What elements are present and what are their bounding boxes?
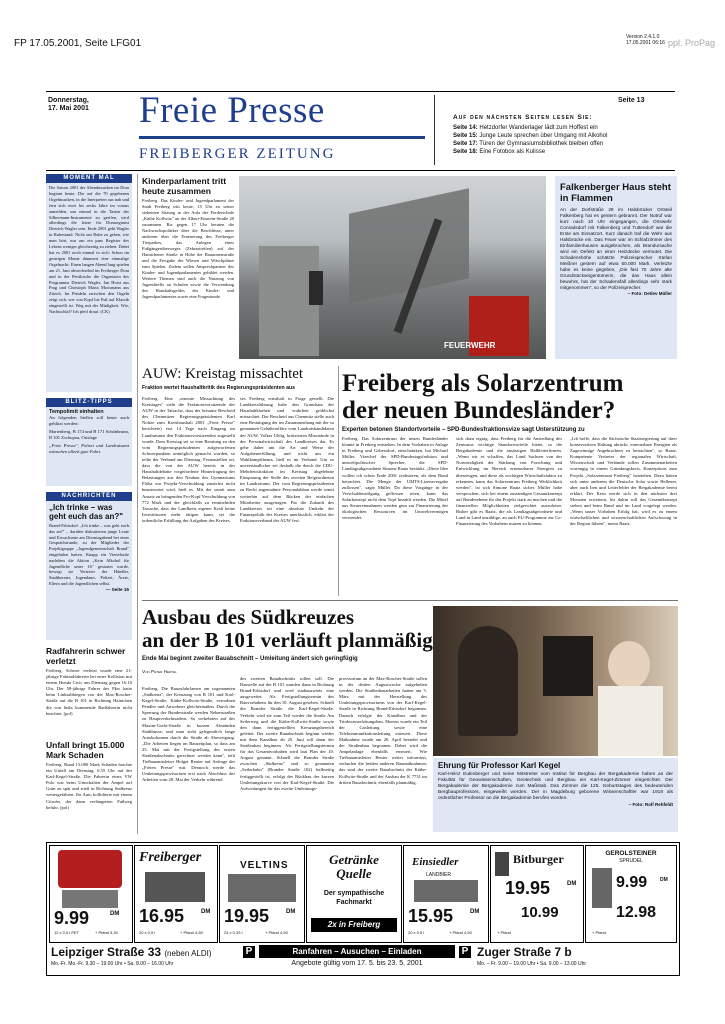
preview-item-label: Seite 18: xyxy=(453,149,478,155)
solar-col-2: sich dazu eignig, dass Freiberg für die Ansiedlung des Zentrums wichtige Standortvorteile bietet, so die Bergakademie und die ansässigen Halbleiterfirmen. „Wenn wir es schaffen, das Land Sachsen von der Notwendigkeit der Stärkung von Forschung und Entwicklung im Bereich erneuerbarer Energien zu überzeugen, und diese als wichtigen Wirtschaftsfaktor zu erkennen, kann das Solarzentrum Freiberg Wirklichkeit werden", ist sich Simone Raatz sicher. Müller habe versprochen, sich bei einem zuständigen Gesamtkonzept auf Bundesebene für das Projekt stark zu machen und die finanziellen Möglichkeiten zielgerichtet auszuloten. Bisher gibt es Raatz, die als Landtagsabgeordnete und Land in Land unzählige, an auch EU-Programme zur Co-Finanzierung des Vorhabens nutzen zu können. xyxy=(456,436,562,527)
ad-freiberger-name: Freiberger xyxy=(139,850,202,865)
falkenberg-text: An der Dorfstraße 28 im Halsbrücker Ortsteil Falkenberg hat es gestern gebrannt. Der Notruf war kurz nach 10 Uhr eingegangen, die Ortswehr Conradsdorf mit Falkenberg und Tuttendorf war die Erste am Einsatzort. Kurz danach traf die Wehr aus Halsbrücke ein. Das Feuer war im Schlafzimmer des Einfamilienhauses ausgebrochen, als Brandursache wird ein Defekt an einer Heizdecke vermutet. Die Schadenshöhe schätzte Polizeisprecher Stefan Meißner gestern auf etwa 50.000 Mark. Verletzte habe es keine gegeben, „Die fast 70 Jahre alte Grundstückseigentümerin, die das Haus allein bewohnt, hat der Schadensfall allerdings sehr stark mitgenommen", so der Polizeisprecher. xyxy=(560,207,672,290)
ad-hours-left: Mo.-Fr. Mo.-Fr. 9.30 – 19.00 Uhr • Sa. 8.00 – 16.00 Uhr xyxy=(51,961,174,967)
parking-icon-left: P xyxy=(243,946,255,958)
preview-item xyxy=(453,124,678,132)
blitz-tipps-heading: BLITZ-TIPPS xyxy=(46,398,132,407)
rad-text: Freiberg. Schwer verletzt wurde eine 21-jährige Fahrradfahrerin bei einer Kollision mit einem Honda Civic am Dienstag gegen 16.10 Uhr. Der 58-jährige Fahrer des Pkw hatte beim Linksabbiegen von der Max-Roscher-Straße auf die B 101 in Richtung Hainichen die von links kommende Radfahrerin nicht beachtet. (pol) xyxy=(46,668,132,716)
ad-bier-pfand: + Pfand 3,30 xyxy=(95,930,118,935)
ad-freiberger-detail: 20 x 0,5 l xyxy=(139,930,156,935)
ad-tile-einsiedler xyxy=(403,845,489,943)
moment-mal-box xyxy=(46,174,132,392)
solar-col-1: Freiberg. Das Solarzentrum der neuen Bundesländer könnte in Freiberg entstehen. In dem Vorhaben in Anlage in Freiberg und Gebersdorf, einschränken, hat Michael Müller, Vizechef der SPD-Bundestagsfraktion und umweltpolitischer Sprecher, die SPD-Landtagsabgeordnete Simone Raatz bestärkt. „Diese Idee wollen ich schon Ende 2001 realisieren, als dem Bund betrachtet. Die Menge der UMTS-Lizenzvergabe zuflossen", sagte Müller. Da diese Vorgänge in der Verschuldenstilgung geflossen seien, kann das Solarkonzept nicht dem Topf bezahlt werden. Die Mittel aus Steuereinnahmen werden gern zur Finanzierung der ökologischen Ressourcen im Umweltvermögen verwendet. xyxy=(342,436,448,521)
ad-einsiedler-tag: LANDBIER xyxy=(426,872,452,878)
ad-einsiedler-name: Einsiedler xyxy=(412,856,459,868)
ad-veltins-pfand: + Pfand 4,50 xyxy=(265,930,288,935)
ad-einsiedler-pfand: + Pfand 4,50 xyxy=(449,930,472,935)
ad-center-line-1: Der sympathische xyxy=(323,890,385,897)
preview-item-text: Eine Fotobox als Kulisse xyxy=(479,149,546,155)
ad-bier-price: 9.99 xyxy=(54,908,90,928)
unfall-text: Freiberg. Rund 15.000 Mark Schaden brachte ein Unfall am Dienstag, 6.55 Uhr auf der Karl-Kegel-Straße. Die Fahrerin eines VW Polo war beim Umschalten der Ampel auf Grün zu spät und stieß in Richtung Südkreuz weitergefahren. Ihr Auto kollidierte mit einem Citroën, der dann verlängerten Fußweg befuhr. (pol) xyxy=(46,762,132,810)
falkenberg-box xyxy=(555,176,677,359)
ad-tile-gerolsteiner xyxy=(585,845,677,943)
version-info xyxy=(626,34,665,46)
ad-address-left-street: Leipziger Straße 33 xyxy=(51,945,162,959)
solar-article xyxy=(342,370,678,433)
ad-veltins-price: 19.95 xyxy=(224,906,270,926)
preview-list xyxy=(453,124,678,156)
ad-address-left xyxy=(51,945,212,959)
nachrichten-heading: NACHRICHTEN xyxy=(46,492,132,501)
ad-hours-right: Mo. – Fr. 9.00 – 19.00 Uhr • Sa. 9.00 – 13.00 Uhr xyxy=(477,961,587,967)
ad-tile-freiberger xyxy=(134,845,218,943)
ad-bitburger-name: Bitburger xyxy=(513,852,564,866)
ad-mid-note: Angebote gültig vom 17. 5. bis 23. 5. 2001 xyxy=(291,960,423,967)
version-time: 17.05.2001 06:16 xyxy=(626,40,665,46)
kegel-title: Ehrung für Professor Karl Kegel xyxy=(438,761,561,770)
masthead-subtitle: FREIBERGER ZEITUNG xyxy=(139,146,336,162)
falkenberg-credit: – Foto: Detlev Müller xyxy=(627,291,672,296)
preview-heading: Auf den nächsten Seiten lesen Sie: xyxy=(453,114,593,121)
masthead-rule xyxy=(139,136,425,139)
blitz-tipps-box xyxy=(46,398,132,486)
parking-icon-right: P xyxy=(459,946,471,958)
unfall-article xyxy=(46,740,132,811)
masthead-title: Freie Presse xyxy=(139,90,325,131)
moment-mal-text: Die Saison 2001 der Abendmusiken im Dom beginnt heute. Die auf die 70 gegebenen Orgelmusiken, in die Interpreten aus nah und fern sich zwei bis sechs Jahre im voraus anmelden, um einmal in die Tasten der Silbermann-Instrumente zu greifen, wird allerdings die letzte für Domorganist Dietrich Wagler sein. Ende 2001 geht Wagler in Ruhestand. Nicht um Ruhe zu geben, wie man hört, nur um ein paar Register des Lebens weniger gleichzeitig zu ziehen. Dabei hat es 2001 noch einmal in sich: Schon im gestrigen Monat dämmert eine einmalige Orgelnacht: Einen langen Abend lang spielen am 21. Juni abwechselnd im Freiberger Dom und in der Petrikirche die Organisten des Programms Dietrich Wagler, Jan Horst aus Prag und Christoph Maria Moosmann aus Zürich. Im Pendeln zwischen den Orgeln zeigt sich, wer von Kopf bis Fuß auf Klassik eingestellt ist. Weg mit der Müdigkeit. Wie, Nachtschlaf? Ich pfeif drauf. (CK) xyxy=(49,185,129,315)
ad-center-line-3: 2x in Freiberg xyxy=(311,918,397,932)
ad-veltins-detail: 24 x 0,33 l xyxy=(224,930,243,935)
ad-bitburger-price-1: 19.95 xyxy=(505,878,551,898)
kegel-credit: – Foto: Rolf Rehfeldt xyxy=(628,802,673,807)
sued-col-2: des zweiten Bauabschnitts rollen soll. Die Baustelle auf der B 101 wandert dann in Richtung Brand-Erbisdorf und wird stadtauswärts eine ausgeweitet. Als Fertigstellungstermin des Bauvorhabens für den 10. August gesehen. Schnell die Brander Straße, die Karl-Kegel-Straße. Verkehr wird sie zum Teil wieder die Straße Am Seilerweg und die Käthe-Kollwitz-Straße sowie den dann fertiggestellten Kreuzungsbereich geleitet. Der zweite Bauabschnitt beginnt wieder mit dem Kanalbau ab 25. Juni soll dann der Straßenbau beginnen. Als Fertigstellungstermin für das Gesamtvorhaben wird laut Plan der 10. August genannt. Schnell die Brander Straße zwischen „Südkreuz" und so genannten „Seilerbahn" (Brander Straße 102) halbseitig fertiggestellt ist, erfolgt der Rückbau der kurzen Umleitungskurve von der Karl-Kegel-Straße. Die Aufweitungen für das zweite Umleitungs- xyxy=(240,676,334,791)
kinderparlament-title: Kinderparlament tritt heute zusammen xyxy=(142,176,227,196)
sued-title-2: an der B 101 verläuft planmäßig xyxy=(142,628,433,652)
ad-gerolsteiner-unit: DM xyxy=(660,877,668,883)
issue-weekday: Donnerstag, xyxy=(48,97,89,104)
ad-einsiedler-detail: 20 x 0,5 l xyxy=(408,930,425,935)
ad-center-logo-2: Quelle xyxy=(336,866,372,881)
preview-item xyxy=(453,132,678,140)
rad-article xyxy=(46,646,132,717)
preview-item-text: Hetzdorfer Wanderlager lädt zum Hoffest ein xyxy=(479,125,598,131)
ad-einsiedler-unit: DM xyxy=(470,909,480,915)
watermark: ppl. ProPag xyxy=(668,38,716,48)
preview-item-label: Seite 14: xyxy=(453,125,478,131)
auw-subtitle: Fraktion wertet Haushaltkritik des Regierungspräsidenten aus xyxy=(142,385,296,391)
ad-bier-detail: 12 x 0,5 l PET xyxy=(54,930,80,935)
blitz-places: Marienberg, B 174 und B 171 Schönbrunn, B 101 Zschopau, Ortslage xyxy=(49,429,129,441)
preview-item-text: Junge Leute sprechen über Umgang mit Alkohol xyxy=(479,133,608,139)
version-number: Version 2.4.1.0 xyxy=(626,34,660,40)
ad-freiberger-pfand: + Pfand 4,50 xyxy=(180,930,203,935)
blitz-note: „Freie Presse", Polizei und Landratsamt wünschen allzeit gute Fahrt. xyxy=(49,443,129,455)
sued-col-1: Freiberg. Die Bauzufahrlamen am sogenannten „Südkreuz", der Kreuzung von B 101 und Karl-Kegel-Straße, Käthe-Kollwitz-Straße, verordnen Pendler und Anwohner gleichermaßen. Durch die Sperrung der Bundesstraße werden Nebenstraßen zu Hauptverkehrsadern. So verkehrten auf der Maxim-Gorki-Straße in kurzen Abständen Stadtbusse, und man sieht gelegentlich lange Autokolonnen durch die Straße ab Abzweigung. „Die Arbeiten liegen im Bauzeitplan, so dass am 25. Mai mit der Fertigstellung des ersten Straßenabschnitts gerechnet werden kann", teilt Tiefbauamtsleiter Holger Reuter auf Anfrage der „Freien Presse" mit. Dennoch werde das Umleitungsprovisorium erst nach Abschluss der Arbeiten vom 28. Mai der Verkehr während xyxy=(142,686,235,783)
nachrichten-text: Brand-Erbisdorf. „Ich trinke – was geht euch das an?" – darüber diskutierten junge Leute und Erwachsene am Dienstagabend bei einer Gesprächsrunde, zu der Mitglieder der Projektgruppe „Jugendgemeinschaft Brand" eingeladen hatten. Knapp ein Viertelseite nachdem die Aktion „Kein Alkohol für Jugendliche unter 16" gestartet wurde, bewegt sie Vertreter der Händler, Stadtberater, Jugendamt, Polizei, Ärzte, Eltern und die Jugendlichen selbst. xyxy=(49,523,129,586)
ad-gerolsteiner-price-1: 9.99 xyxy=(616,874,648,891)
ad-gerolsteiner-name: GEROLSTEINER xyxy=(605,850,657,857)
page-number: Seite 13 xyxy=(618,97,645,104)
auw-col-2: ses Freiberg ernsthaft in Frage gestellt. Die Landkreisführung habe den Grundsatz der Haushaltklarheit und -wahrheit gröblichst missachtet. Der Bescheid aus Chemnitz stelle auch eine Bestätigung der im Zusammenhang mit der so genannten Gehälteraffäre vom Landratskandidaten der AUW, Volker Uhlig, kritisierten Missstände in der Personalwirtschaft des Landkreises dar. Es gehe daher um die Art und Weise der Aufgabenerfüllung, und nicht um ein Wahlkampfthema, hieß es im Verband. Um so unverständlicher sei deshalb die durch die CDU-Mehrheitsfraktion im Kreistag abgelehnte Einsparung der Stelle des zweiten Beigeordneten im Landratsamt. Der vom Regierungspräsidenten zu Recht angemahnte Personalabbau werde somit weiterhin auf dem Rücken der einfachen Mitarbeiter ausgetragen. Für die Zukunft des Landkreises sei eine absolute Umkehr der Finanzpolitik des Kreises unerlässlich, erklärt der Fraktionsverband der AUW fest. xyxy=(240,396,334,523)
ad-freiberger-unit: DM xyxy=(201,909,211,915)
sued-title-1: Ausbau des Südkreuzes xyxy=(142,605,355,629)
ad-gerolsteiner-sub: SPRUDEL xyxy=(619,858,643,864)
fire-photo-sign: FEUERWEHR xyxy=(444,341,496,350)
kinderparlament-text: Freiberg. Das Kinder- und Jugendparlament der Stadt Freiberg tritt heute, 15 Uhr zu seiner siebenten Sitzung in der Aula der Förderschule „Käthe Kollwitz" an der Albert-Einstein-Straße 20 zusammen. Bis gegen 17 Uhr beraten die Nachwuchspolitiker über die Beschlüsse, unter anderem über die Erneuerung des Freiberger Tierparkes, das Anlegen eines Fußgängerüberweges (Zebrastreifen) auf der Hainichener Straße in Höhe der Bauarmenstraße und die Freigabe der Wiesen und Wäschplätze zum Spielen. Zudem sollen Ansprechpartner des Kinder- und Jugendparlamentes gebildet werden. Weitere Themen sind auch die Nutzung von Jugendtreffs an Schulen sowie die Verwendung des Haushaltsgeldes des Kinder- und Jugendparlamentes sowie eine Fragestunde. xyxy=(142,198,234,299)
ad-tile-veltins xyxy=(219,845,305,943)
issue-date xyxy=(48,97,89,113)
sued-byline: Von Peter Hertel xyxy=(142,670,177,675)
ad-tile-center xyxy=(306,845,402,943)
sued-subtitle: Ende Mai beginnt zweiter Bauabschnitt – Umleitung ändert sich geringfügig xyxy=(142,656,358,662)
ad-banner xyxy=(46,842,680,976)
ad-gerolsteiner-pfand: + Pfand xyxy=(592,930,606,935)
ad-address-right: Zuger Straße 7 b xyxy=(477,945,572,959)
auw-title: AUW: Kreistag missachtet xyxy=(142,366,304,382)
ad-bitburger-pfand: + Pfand xyxy=(497,930,511,935)
ad-gerolsteiner-price-2: 12.98 xyxy=(616,904,657,921)
issue-day: 17. Mai 2001 xyxy=(48,105,89,112)
solar-subtitle: Experten betonen Standortvorteile – SPD-Bundesfraktionsvize sagt Unterstützung zu xyxy=(342,427,585,433)
preview-item-text: Türen der Gymnasiumsbibliothek bleiben offen xyxy=(479,141,604,147)
ad-address-left-note: (neben ALDI) xyxy=(164,949,212,958)
ad-center-line-2: Fachmarkt xyxy=(336,899,372,906)
nachrichten-title: „Ich trinke – was geht euch das an?" xyxy=(49,503,124,521)
moment-mal-heading: MOMENT MAL xyxy=(46,174,132,183)
blitz-text: An folgenden Stellen soll heute auch geblitzt werden: xyxy=(49,415,129,427)
ad-bitburger-price-2: 10.99 xyxy=(521,904,559,921)
print-header: FP 17.05.2001, Seite LFG01 xyxy=(14,38,142,49)
nachrichten-box xyxy=(46,492,132,640)
preview-item-label: Seite 17: xyxy=(453,141,478,147)
ad-center-logo-1: Getränke xyxy=(329,852,379,867)
ad-freiberger-price: 16.95 xyxy=(139,906,185,926)
kegel-caption-box xyxy=(433,758,678,832)
auw-col-1: Freiberg. Eine „erneute Missachtung des Kreistages" sieht die Fraktionsvorsitzende der AUW in der Tatsache, dass der brisante Bescheid des Chemnitzer Regierungspräsidenten Karl Noltze zum Kreishaushalt 2001 „Freie Presse" berichtete) erst 14 Tage nach Eingang im Landratsamt den Fraktionsvorsitzenden zugestellt wurde. Dem Kreistag sei so eine Beratung zu den vom Regierungspräsidenten aufgeworfenen Schwerpunkten unmöglich gemacht worden, so teilte der Verband am Dienstag. Festzustellen sei, dass die von der AUW bereits in der Haushaltdebatte vorgeforderte Hinterfragung der Belastungen aus den Neubau des Gymnasiums Flöha zur Projekt-Verschuldung zunächst nicht beantwortet wird, hieß es. Mit der somit zum Ansatz zu bringenden Pro-Kopf Verschuldung von 772 Mark und der gleichfalls zu ermittelnden Tatsache, dass der Landkreis eigener Kraft keine Investitionen mehr tätigen kann, sei die ordentliche Erfüllung der Aufgaben des Kreises xyxy=(142,396,235,523)
ad-veltins-unit: DM xyxy=(286,909,296,915)
sued-col-3: provisorium an der Max-Roscher-Straße sollen in der dritten Augustwoche aufgehoben werden. Die Straßenbauarbeiten hatten am 5. März mit der Herstellung des Umleitungsprovisoriums von der Karl-Kegel-Straße in Richtung Brand-Erbisdorf begonnen. Danach erfolgte der Kanalbau und der Trinkwasserleitungsbau. Ebenso wurde ein Teil der Gasleitung sowie eine Telekommunikationsleitung erneuert. Diese Maßnahme wurde am 20. April beendet und der Straßenbau begonnen. Dabei wird die Ampelanlage ebenfalls erneuert. Wie Tiefbauamtsleiter Reuter weiter informiert, verlaufen die beiden anderen Baumaßnahmen, das sind der zweite Bauabschnitt der Käthe-Kollwitz-Straße und der Ausbau der K 7731 im dritten Bauabschnitt, ebenfalls planmäßig. xyxy=(339,676,427,785)
kinderparlament-article xyxy=(142,176,234,300)
ad-veltins-name: VELTINS xyxy=(240,860,289,871)
ad-bier-unit: DM xyxy=(110,911,120,917)
nachrichten-ref: — Seite 15 xyxy=(105,586,129,592)
preview-item xyxy=(453,140,678,148)
ad-tile-bier xyxy=(49,845,133,943)
fire-photo xyxy=(239,176,546,359)
ad-bitburger-unit: DM xyxy=(567,881,577,887)
ad-tile-bitburger xyxy=(490,845,584,943)
preview-item-label: Seite 15: xyxy=(453,133,478,139)
kegel-photo xyxy=(433,606,678,756)
falkenberg-title: Falkenberger Haus steht in Flammen xyxy=(560,182,671,204)
unfall-title: Unfall bringt 15.000 Mark Schaden xyxy=(46,740,125,760)
ad-mid-title: Ranfahren – Ausuchen – Einladen xyxy=(259,945,455,958)
kegel-text: Karl-Heinz Eulenberger und seine Mitstreiter vom Institut für Bergbau der Bergakademie haben an der Fakultät für Geowissenschaften, Geotechnik und Bergbau ein Karl-Kegel-Zimmer eingerichtet. Der Bergakademie der Bergakademie zum Maßstab. Das Zimmer die 125. Geburtstages des bedeutenden Bergbauprofessors, eingeweiht werden. Der in Magdeburg geborene Wissenschaftler war 1918 als ordentlicher Professor an die Bergakademie berufen worden. xyxy=(438,772,673,801)
solar-col-3: „Ich hoffe, dass die Sächsische Staatsregierung auf ihrer konservativen Haltung abrückt, erneuerbare Energien als Zugewinnige Angebrachten zu betrachten", so Raatz. Kompetente Vertreter der regionalen Wirtschaft, Wissenschaft und Verbände sollen Zusammenarbeiten vorrangig in einem Gründungskreis, Konzeptions zum Projekt „Solarzentrum Freiberg" beiziehen. Dazu hätten sich unter anderem die Deutsche Solar sowie Hellener, aber auch Iren und Leiterfelder der Bergakademie bereit erklärt. Der Kern werde sich in den nächsten drei Monaten erweitern, bis dahin soll das Gesamtkonzept stehen und beim Bund und im Land vorgelegt werden. „Wenn unser Vorhaben Erfolg hat, wird es zu einem wirtschaftlichen und wissenschaftlichen Aufschwung in der Region führen", meint Raatz. xyxy=(570,436,677,527)
ad-einsiedler-price: 15.95 xyxy=(408,906,454,926)
solar-title-2: der neuen Bundesländer? xyxy=(342,397,616,424)
auw-article xyxy=(142,366,332,391)
solar-title-1: Freiberg als Solarzentrum xyxy=(342,370,624,397)
preview-item xyxy=(453,148,678,156)
rad-title: Radfahrerin schwer verletzt xyxy=(46,646,126,666)
blitz-title: Tempolimit einhalten xyxy=(49,409,104,415)
preview-box xyxy=(453,114,678,156)
